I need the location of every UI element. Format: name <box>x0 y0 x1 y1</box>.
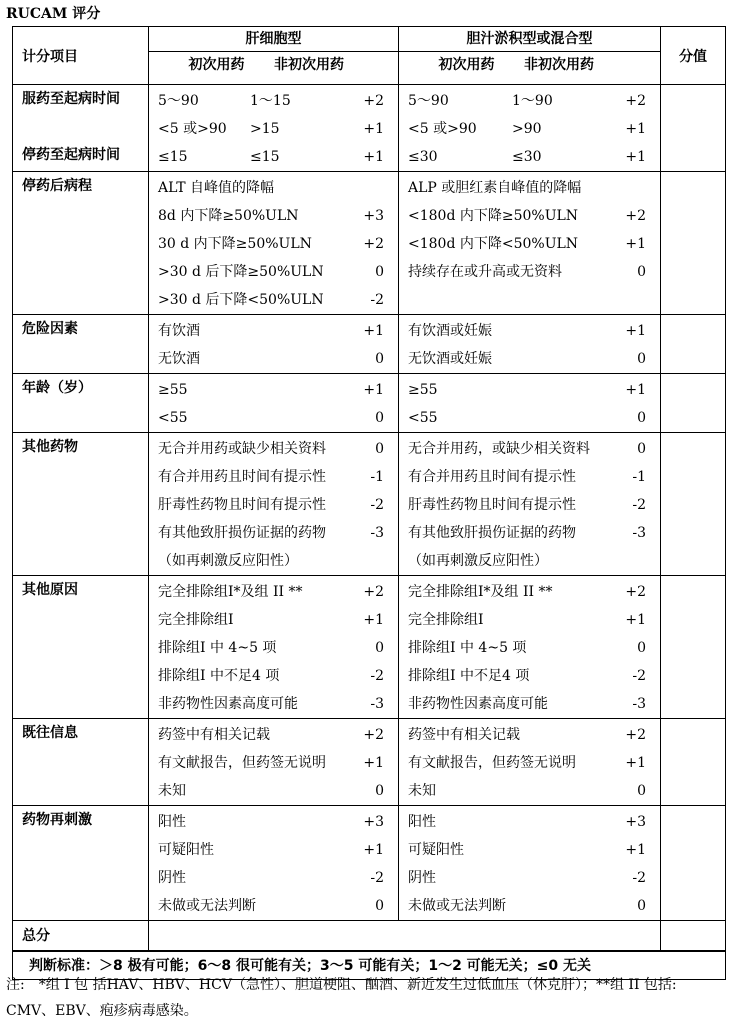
criterion-points: +2 <box>625 93 646 109</box>
criterion-text: ≥55 <box>408 382 438 398</box>
header-hepatocellular-title: 肝细胞型 <box>245 31 302 47</box>
section-label: 停药至起病时间 <box>22 147 120 163</box>
criterion-line <box>158 376 384 404</box>
cholestatic-cell <box>399 172 661 315</box>
criterion-text: ≤30 <box>408 149 438 165</box>
criterion-points: 0 <box>375 410 384 426</box>
criterion-text: 未做或无法判断 <box>158 898 256 914</box>
criterion-text: 有文献报告，但药签无说明 <box>408 755 576 771</box>
criterion-text: 可疑阳性 <box>408 842 464 858</box>
criterion-points: +2 <box>363 584 384 600</box>
criterion-text: ALP 或胆红素自峰值的降幅 <box>408 180 582 196</box>
criterion-line <box>408 721 646 749</box>
criterion-points: 0 <box>375 441 384 457</box>
section-label: 既往信息 <box>22 725 78 741</box>
criterion-points: +1 <box>625 149 646 165</box>
cholestatic-cell <box>399 433 661 576</box>
criterion-points: -3 <box>370 696 384 712</box>
criterion-text: 5～90 <box>408 93 449 109</box>
section-row <box>13 172 726 315</box>
criterion-points: +2 <box>625 584 646 600</box>
criterion-points: +2 <box>363 236 384 252</box>
section-row <box>13 433 726 576</box>
score-cell <box>661 806 726 921</box>
criterion-line <box>408 808 646 836</box>
criterion-points: -2 <box>370 292 384 308</box>
criterion-points: 0 <box>637 783 646 799</box>
criterion-points: -2 <box>370 870 384 886</box>
criterion-text-non-first: 1～90 <box>512 93 553 109</box>
criterion-line <box>158 864 384 892</box>
criterion-points: +1 <box>363 612 384 628</box>
header-score: 分值 <box>661 27 726 85</box>
judgement-criteria: 判断标准：＞8 极有可能；6～8 很可能有关；3～5 可能有关；1～2 可能无关；≤0 无关 <box>13 951 726 980</box>
cholestatic-cell <box>399 719 661 806</box>
criterion-text: <55 <box>408 410 438 426</box>
section-row <box>13 315 726 374</box>
criterion-text: 有文献报告，但药签无说明 <box>158 755 326 771</box>
criterion-text: <5 或>90 <box>408 121 477 137</box>
criterion-text: 排除组I 中 4~5 项 <box>158 640 277 656</box>
criterion-points: 0 <box>637 351 646 367</box>
cholestatic-cell <box>399 374 661 433</box>
criterion-text: 药签中有相关记载 <box>158 727 270 743</box>
section-label-cell <box>13 172 149 315</box>
criterion-line <box>408 519 646 547</box>
criterion-text: 无合并用药，或缺少相关资料 <box>408 441 590 457</box>
criterion-text: 完全排除组I <box>158 612 234 628</box>
criterion-text: >30 d 后下降≥50%ULN <box>158 264 324 280</box>
criterion-line <box>408 115 646 143</box>
criterion-line <box>408 547 646 575</box>
criterion-text: 5～90 <box>158 93 199 109</box>
cholestatic-cell <box>399 315 661 374</box>
criterion-line <box>408 892 646 920</box>
criterion-line <box>158 230 384 258</box>
criterion-line <box>158 202 384 230</box>
criterion-line <box>408 578 646 606</box>
total-score-cell <box>661 921 726 951</box>
section-row <box>13 806 726 921</box>
score-cell <box>661 719 726 806</box>
criterion-text: ≤15 <box>158 149 188 165</box>
criterion-text: 阳性 <box>158 814 186 830</box>
criterion-text: 完全排除组I*及组 II ** <box>408 584 553 600</box>
criterion-line <box>158 491 384 519</box>
section-label: 停药后病程 <box>22 178 92 194</box>
criterion-points: +1 <box>625 121 646 137</box>
header-chol-first-use: 初次用药 <box>438 57 495 73</box>
total-empty <box>149 921 661 951</box>
table-footnote: 注: *组 I 包 括HAV、HBV、HCV（急性）、胆道梗阻、酗酒、新近发生过低血压（休克肝）；**组 II 包括: CMV、EBV、疱疹病毒感染。 <box>6 977 677 1019</box>
criterion-line <box>158 721 384 749</box>
criterion-points: -2 <box>632 668 646 684</box>
criterion-line <box>158 777 384 805</box>
criterion-line <box>408 749 646 777</box>
total-label: 总分 <box>13 921 149 951</box>
criterion-text: 阴性 <box>158 870 186 886</box>
criterion-points: -2 <box>632 497 646 513</box>
hepatocellular-cell <box>149 315 399 374</box>
criterion-points: 0 <box>637 441 646 457</box>
criterion-line <box>158 115 384 143</box>
criterion-points: -1 <box>370 469 384 485</box>
section-label-cell <box>13 374 149 433</box>
criterion-points: 0 <box>375 264 384 280</box>
criterion-line <box>158 808 384 836</box>
criterion-line <box>408 463 646 491</box>
criterion-text: 阳性 <box>408 814 436 830</box>
criterion-points: -3 <box>632 696 646 712</box>
criterion-points <box>362 174 384 202</box>
hepatocellular-cell <box>149 433 399 576</box>
total-row <box>13 921 726 951</box>
criterion-text: ≥55 <box>158 382 188 398</box>
criterion-line <box>408 435 646 463</box>
criterion-line <box>158 143 384 171</box>
criterion-line <box>158 258 384 286</box>
header-hep-non-first-use: 非初次用药 <box>274 57 344 73</box>
criterion-points: +2 <box>363 93 384 109</box>
criterion-text-non-first: ≤15 <box>250 149 280 165</box>
criterion-text: <55 <box>158 410 188 426</box>
criterion-text: ALT 自峰值的降幅 <box>158 180 275 196</box>
criterion-text: 肝毒性药物且时间有提示性 <box>408 497 576 513</box>
criterion-line <box>158 836 384 864</box>
criterion-line <box>408 230 646 258</box>
criterion-points: +2 <box>625 208 646 224</box>
hepatocellular-cell <box>149 806 399 921</box>
cholestatic-cell <box>399 806 661 921</box>
header-chol-non-first-use: 非初次用药 <box>524 57 594 73</box>
score-cell <box>661 172 726 315</box>
criterion-text: 完全排除组I*及组 II ** <box>158 584 303 600</box>
criterion-text: 有其他致肝损伤证据的药物 <box>408 525 576 541</box>
criterion-points: +1 <box>625 323 646 339</box>
criterion-points: 0 <box>375 783 384 799</box>
hepatocellular-cell <box>149 374 399 433</box>
criterion-line <box>408 404 646 432</box>
criterion-text: 排除组I 中不足4 项 <box>408 668 530 684</box>
criterion-line <box>158 662 384 690</box>
criterion-points: 0 <box>637 410 646 426</box>
criterion-line <box>158 892 384 920</box>
criterion-points: 0 <box>637 264 646 280</box>
rucam-score-table <box>12 26 726 980</box>
header-hepatocellular <box>149 27 399 85</box>
criterion-points: +2 <box>625 727 646 743</box>
section-label-cell <box>13 433 149 576</box>
criterion-line <box>408 690 646 718</box>
header-hep-first-use: 初次用药 <box>188 57 245 73</box>
section-label: 药物再刺激 <box>22 812 92 828</box>
criterion-text: 有合并用药且时间有提示性 <box>158 469 326 485</box>
criterion-text: 无饮酒 <box>158 351 200 367</box>
criterion-text: 药签中有相关记载 <box>408 727 520 743</box>
criterion-text: 有其他致肝损伤证据的药物 <box>158 525 326 541</box>
criterion-line <box>158 606 384 634</box>
hepatocellular-cell <box>149 172 399 315</box>
criterion-points <box>624 547 646 575</box>
criterion-text: 排除组I 中 4~5 项 <box>408 640 527 656</box>
criterion-text-non-first: 1～15 <box>250 93 291 109</box>
score-cell <box>661 315 726 374</box>
section-row <box>13 85 726 172</box>
criterion-line <box>408 606 646 634</box>
criterion-points: +1 <box>363 121 384 137</box>
criterion-line <box>408 777 646 805</box>
criterion-line <box>158 634 384 662</box>
criterion-points: +3 <box>625 814 646 830</box>
section-row <box>13 374 726 433</box>
score-cell <box>661 576 726 719</box>
criterion-points: +1 <box>363 382 384 398</box>
criterion-line <box>158 404 384 432</box>
criterion-text: 有饮酒 <box>158 323 200 339</box>
criterion-text: <5 或>90 <box>158 121 227 137</box>
criterion-text: 有饮酒或妊娠 <box>408 323 492 339</box>
criterion-points: +2 <box>363 727 384 743</box>
criterion-text-non-first: >15 <box>250 121 280 137</box>
criterion-line <box>408 376 646 404</box>
criterion-points: -2 <box>370 497 384 513</box>
criterion-points: +1 <box>363 842 384 858</box>
section-label-cell <box>13 806 149 921</box>
criterion-points: +1 <box>625 382 646 398</box>
criterion-text: >30 d 后下降<50%ULN <box>158 292 324 308</box>
criterion-text: 持续存在或升高或无资料 <box>408 264 562 280</box>
section-label: 其他原因 <box>22 582 78 598</box>
section-label: 服药至起病时间 <box>22 91 120 107</box>
criterion-points: -1 <box>632 469 646 485</box>
criterion-text: 无合并用药或缺少相关资料 <box>158 441 326 457</box>
section-row <box>13 719 726 806</box>
criterion-text: （如再刺激反应阳性） <box>158 553 298 569</box>
criterion-line <box>408 202 646 230</box>
header-item: 计分项目 <box>13 27 149 85</box>
criterion-text: <180d 内下降<50%ULN <box>408 236 579 252</box>
criterion-line <box>408 317 646 345</box>
criterion-line <box>158 578 384 606</box>
criterion-points: +1 <box>363 323 384 339</box>
criterion-points: -2 <box>632 870 646 886</box>
criterion-points: -3 <box>632 525 646 541</box>
criterion-points: +1 <box>625 236 646 252</box>
criterion-line <box>408 491 646 519</box>
criterion-line <box>158 547 384 575</box>
criterion-points: +1 <box>363 149 384 165</box>
criterion-text: <180d 内下降≥50%ULN <box>408 208 579 224</box>
criterion-text: 非药物性因素高度可能 <box>158 696 298 712</box>
criterion-points <box>624 174 646 202</box>
criterion-text: （如再刺激反应阳性） <box>408 553 548 569</box>
document-title: RUCAM 评分 <box>6 6 101 22</box>
criterion-line <box>158 519 384 547</box>
score-cell <box>661 85 726 172</box>
criterion-text: 阴性 <box>408 870 436 886</box>
criterion-line <box>408 836 646 864</box>
criterion-points: +1 <box>625 612 646 628</box>
section-label: 危险因素 <box>22 321 78 337</box>
criterion-text: 完全排除组I <box>408 612 484 628</box>
criterion-points: 0 <box>637 898 646 914</box>
criterion-points: +1 <box>625 842 646 858</box>
criterion-line <box>158 286 384 314</box>
criterion-line <box>408 258 646 286</box>
criterion-text: 非药物性因素高度可能 <box>408 696 548 712</box>
criterion-line <box>408 634 646 662</box>
criterion-line <box>158 749 384 777</box>
section-label-cell <box>13 576 149 719</box>
score-cell <box>661 374 726 433</box>
criterion-points: +3 <box>363 814 384 830</box>
criterion-points: 0 <box>637 640 646 656</box>
header-cholestatic <box>399 27 661 85</box>
criterion-line <box>408 864 646 892</box>
criterion-text-non-first: >90 <box>512 121 542 137</box>
criterion-points: -2 <box>370 668 384 684</box>
cholestatic-cell <box>399 85 661 172</box>
hepatocellular-cell <box>149 85 399 172</box>
criterion-text: 8d 内下降≥50%ULN <box>158 208 299 224</box>
criterion-points: +1 <box>363 755 384 771</box>
criterion-points: -3 <box>370 525 384 541</box>
hepatocellular-cell <box>149 719 399 806</box>
criterion-line <box>408 143 646 171</box>
criterion-points <box>362 547 384 575</box>
criterion-text: 有合并用药且时间有提示性 <box>408 469 576 485</box>
criterion-text: 肝毒性药物且时间有提示性 <box>158 497 326 513</box>
section-label: 年龄（岁） <box>22 380 92 396</box>
criterion-points: 0 <box>375 898 384 914</box>
criterion-points: 0 <box>375 640 384 656</box>
criterion-text: 未知 <box>408 783 436 799</box>
criterion-line <box>408 174 646 202</box>
criterion-line <box>408 662 646 690</box>
criterion-line <box>158 345 384 373</box>
criterion-points: 0 <box>375 351 384 367</box>
criterion-points: +3 <box>363 208 384 224</box>
criterion-text: 排除组I 中不足4 项 <box>158 668 280 684</box>
hepatocellular-cell <box>149 576 399 719</box>
criterion-text: 30 d 内下降≥50%ULN <box>158 236 312 252</box>
criterion-line <box>158 174 384 202</box>
section-row <box>13 576 726 719</box>
criterion-text: 未做或无法判断 <box>408 898 506 914</box>
criterion-text: 可疑阳性 <box>158 842 214 858</box>
section-label-cell <box>13 315 149 374</box>
section-label: 其他药物 <box>22 439 78 455</box>
criterion-line <box>158 435 384 463</box>
section-label-cell <box>13 719 149 806</box>
criterion-text: 未知 <box>158 783 186 799</box>
criterion-line <box>158 317 384 345</box>
criterion-line <box>408 345 646 373</box>
criterion-line <box>158 463 384 491</box>
criterion-points: +1 <box>625 755 646 771</box>
criterion-line <box>158 87 384 115</box>
criterion-text-non-first: ≤30 <box>512 149 542 165</box>
header-cholestatic-title: 胆汁淤积型或混合型 <box>466 31 593 47</box>
criterion-text: 无饮酒或妊娠 <box>408 351 492 367</box>
criterion-line <box>158 690 384 718</box>
section-label-cell <box>13 85 149 172</box>
cholestatic-cell <box>399 576 661 719</box>
criterion-line <box>408 87 646 115</box>
score-cell <box>661 433 726 576</box>
